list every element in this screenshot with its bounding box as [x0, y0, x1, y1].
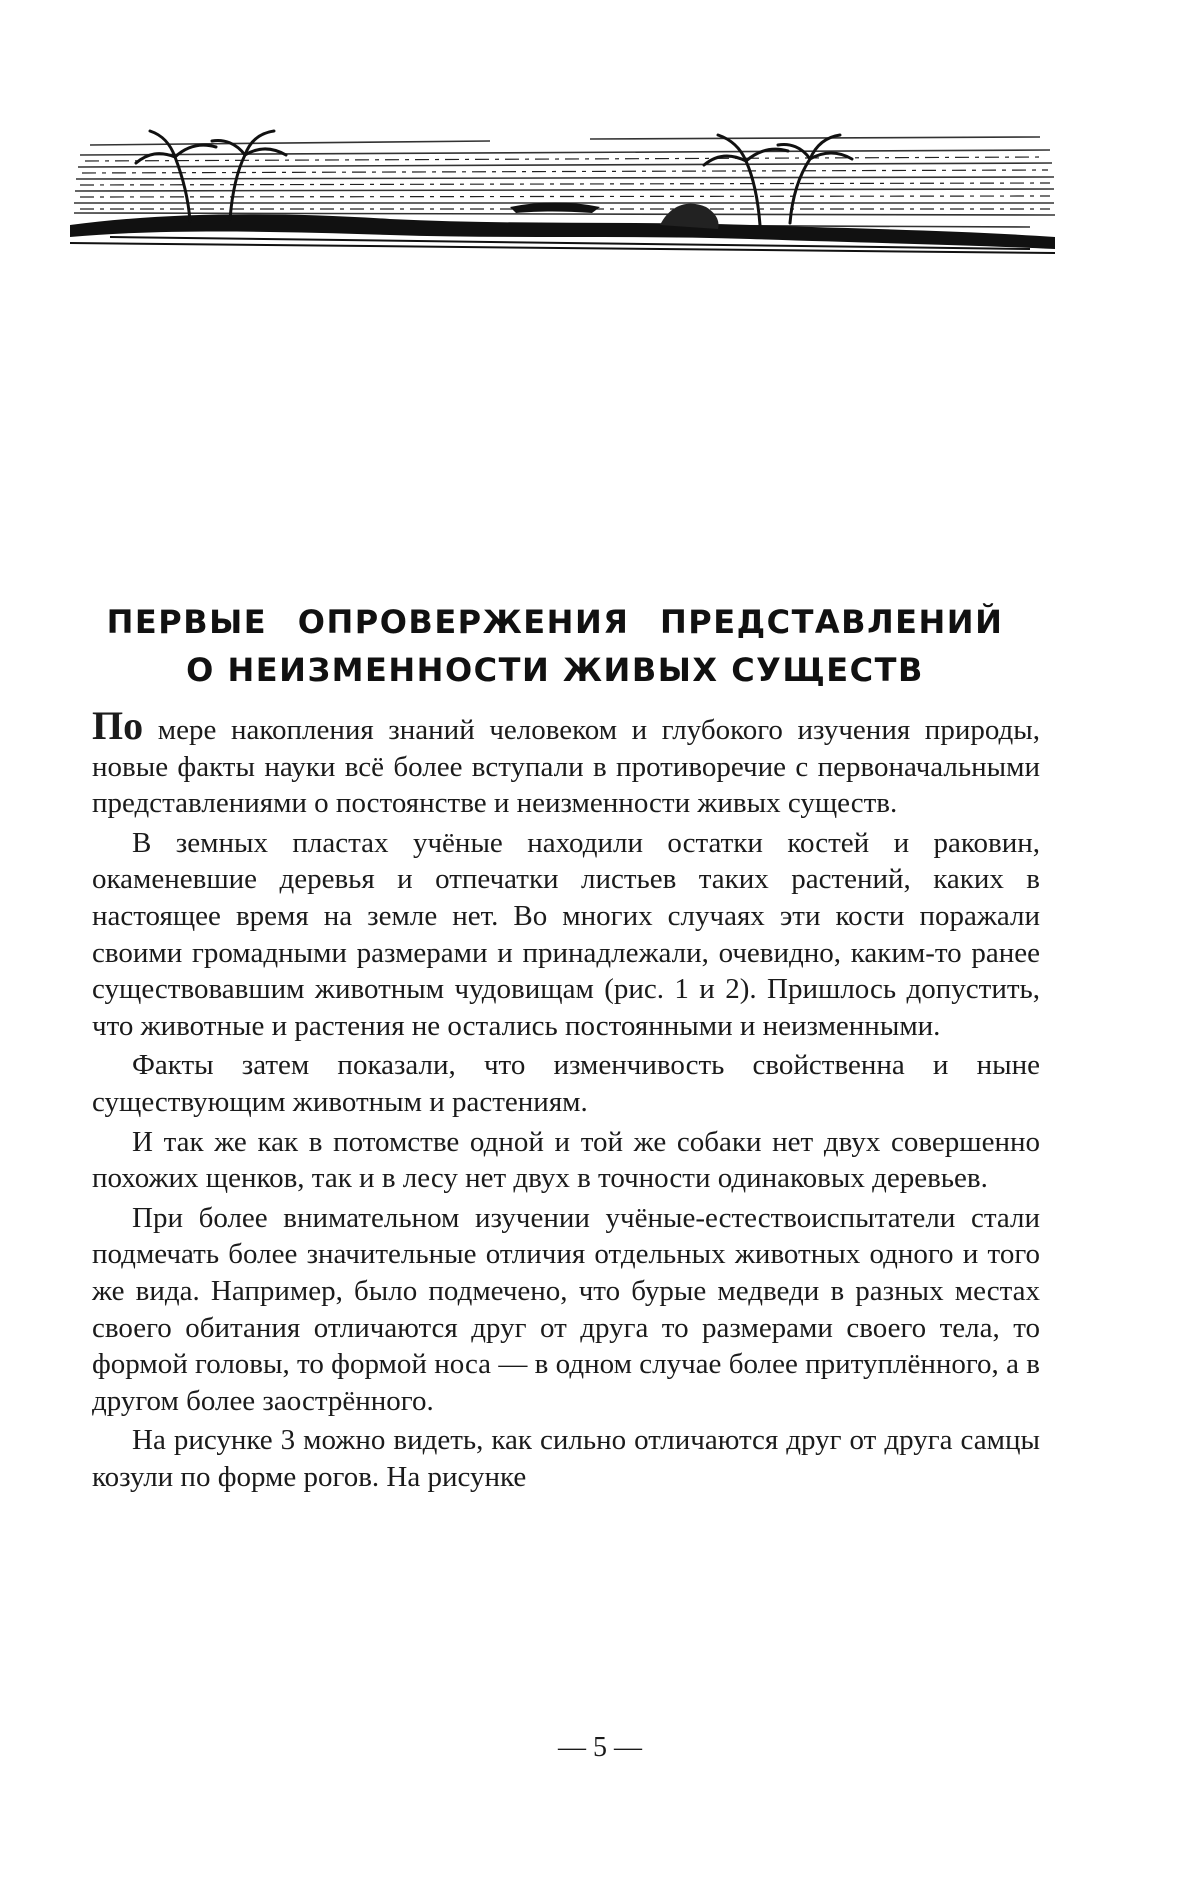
chapter-title	[80, 598, 1030, 694]
paragraph-4: И так же как в потомстве одной и той же собаки нет двух совершенно похожих щенков, так и в лесу нет двух в точности одинаковых деревьев.	[92, 1125, 1040, 1195]
paragraph-1	[92, 703, 1040, 822]
body-text	[92, 703, 1040, 1498]
chapter-title-line-2: О НЕИЗМЕННОСТИ ЖИВЫХ СУЩЕСТВ	[186, 651, 924, 689]
paragraph-6: На рисунке 3 можно видеть, как сильно отличаются друг от друга самцы козули по форме рогов. На рисунке	[92, 1424, 1040, 1493]
paragraph-1-text: мере накопления знаний человеком и глубокого изучения природы, новые факты науки всё более вступали в противоречие с первоначальными представлениями о постоянстве и неизменности живых существ.	[92, 714, 1040, 820]
paragraph-2: В земных пластах учёные находили остатки костей и раковин, окаменевшие деревья и отпечатки листьев таких растений, каких в настоящее время на земле нет. Во многих случаях эти кости поражали своими громадными размерами и принадлежали, очевидно, каким-то ранее существовавшим животным чудовищам (рис. 1 и 2). Пришлось допустить, что животные и растения не остались постоянными и неизменными.	[92, 826, 1040, 1042]
page-number: — 5 —	[558, 1732, 642, 1763]
paragraph-5: При более внимательном изучении учёные-естествоиспытатели стали подмечать более значительные отличия отдельных животных одного и того же вида. Например, было подмечено, что бурые медведи в разных местах своего обитания отличаются друг от друга то размерами своего тела, то формой головы, то формой носа — в одном случае более притуплённого, а в другом более заострённого.	[92, 1201, 1040, 1417]
header-illustration-palm-coast	[70, 125, 1055, 265]
paragraph-3: Факты затем показали, что изменчивость свойственна и ныне существующим животным и растениям.	[92, 1049, 1040, 1118]
chapter-title-line-1: ПЕРВЫЕ ОПРОВЕРЖЕНИЯ ПРЕДСТАВЛЕНИЙ	[106, 603, 1004, 641]
drop-cap: По	[92, 703, 144, 748]
